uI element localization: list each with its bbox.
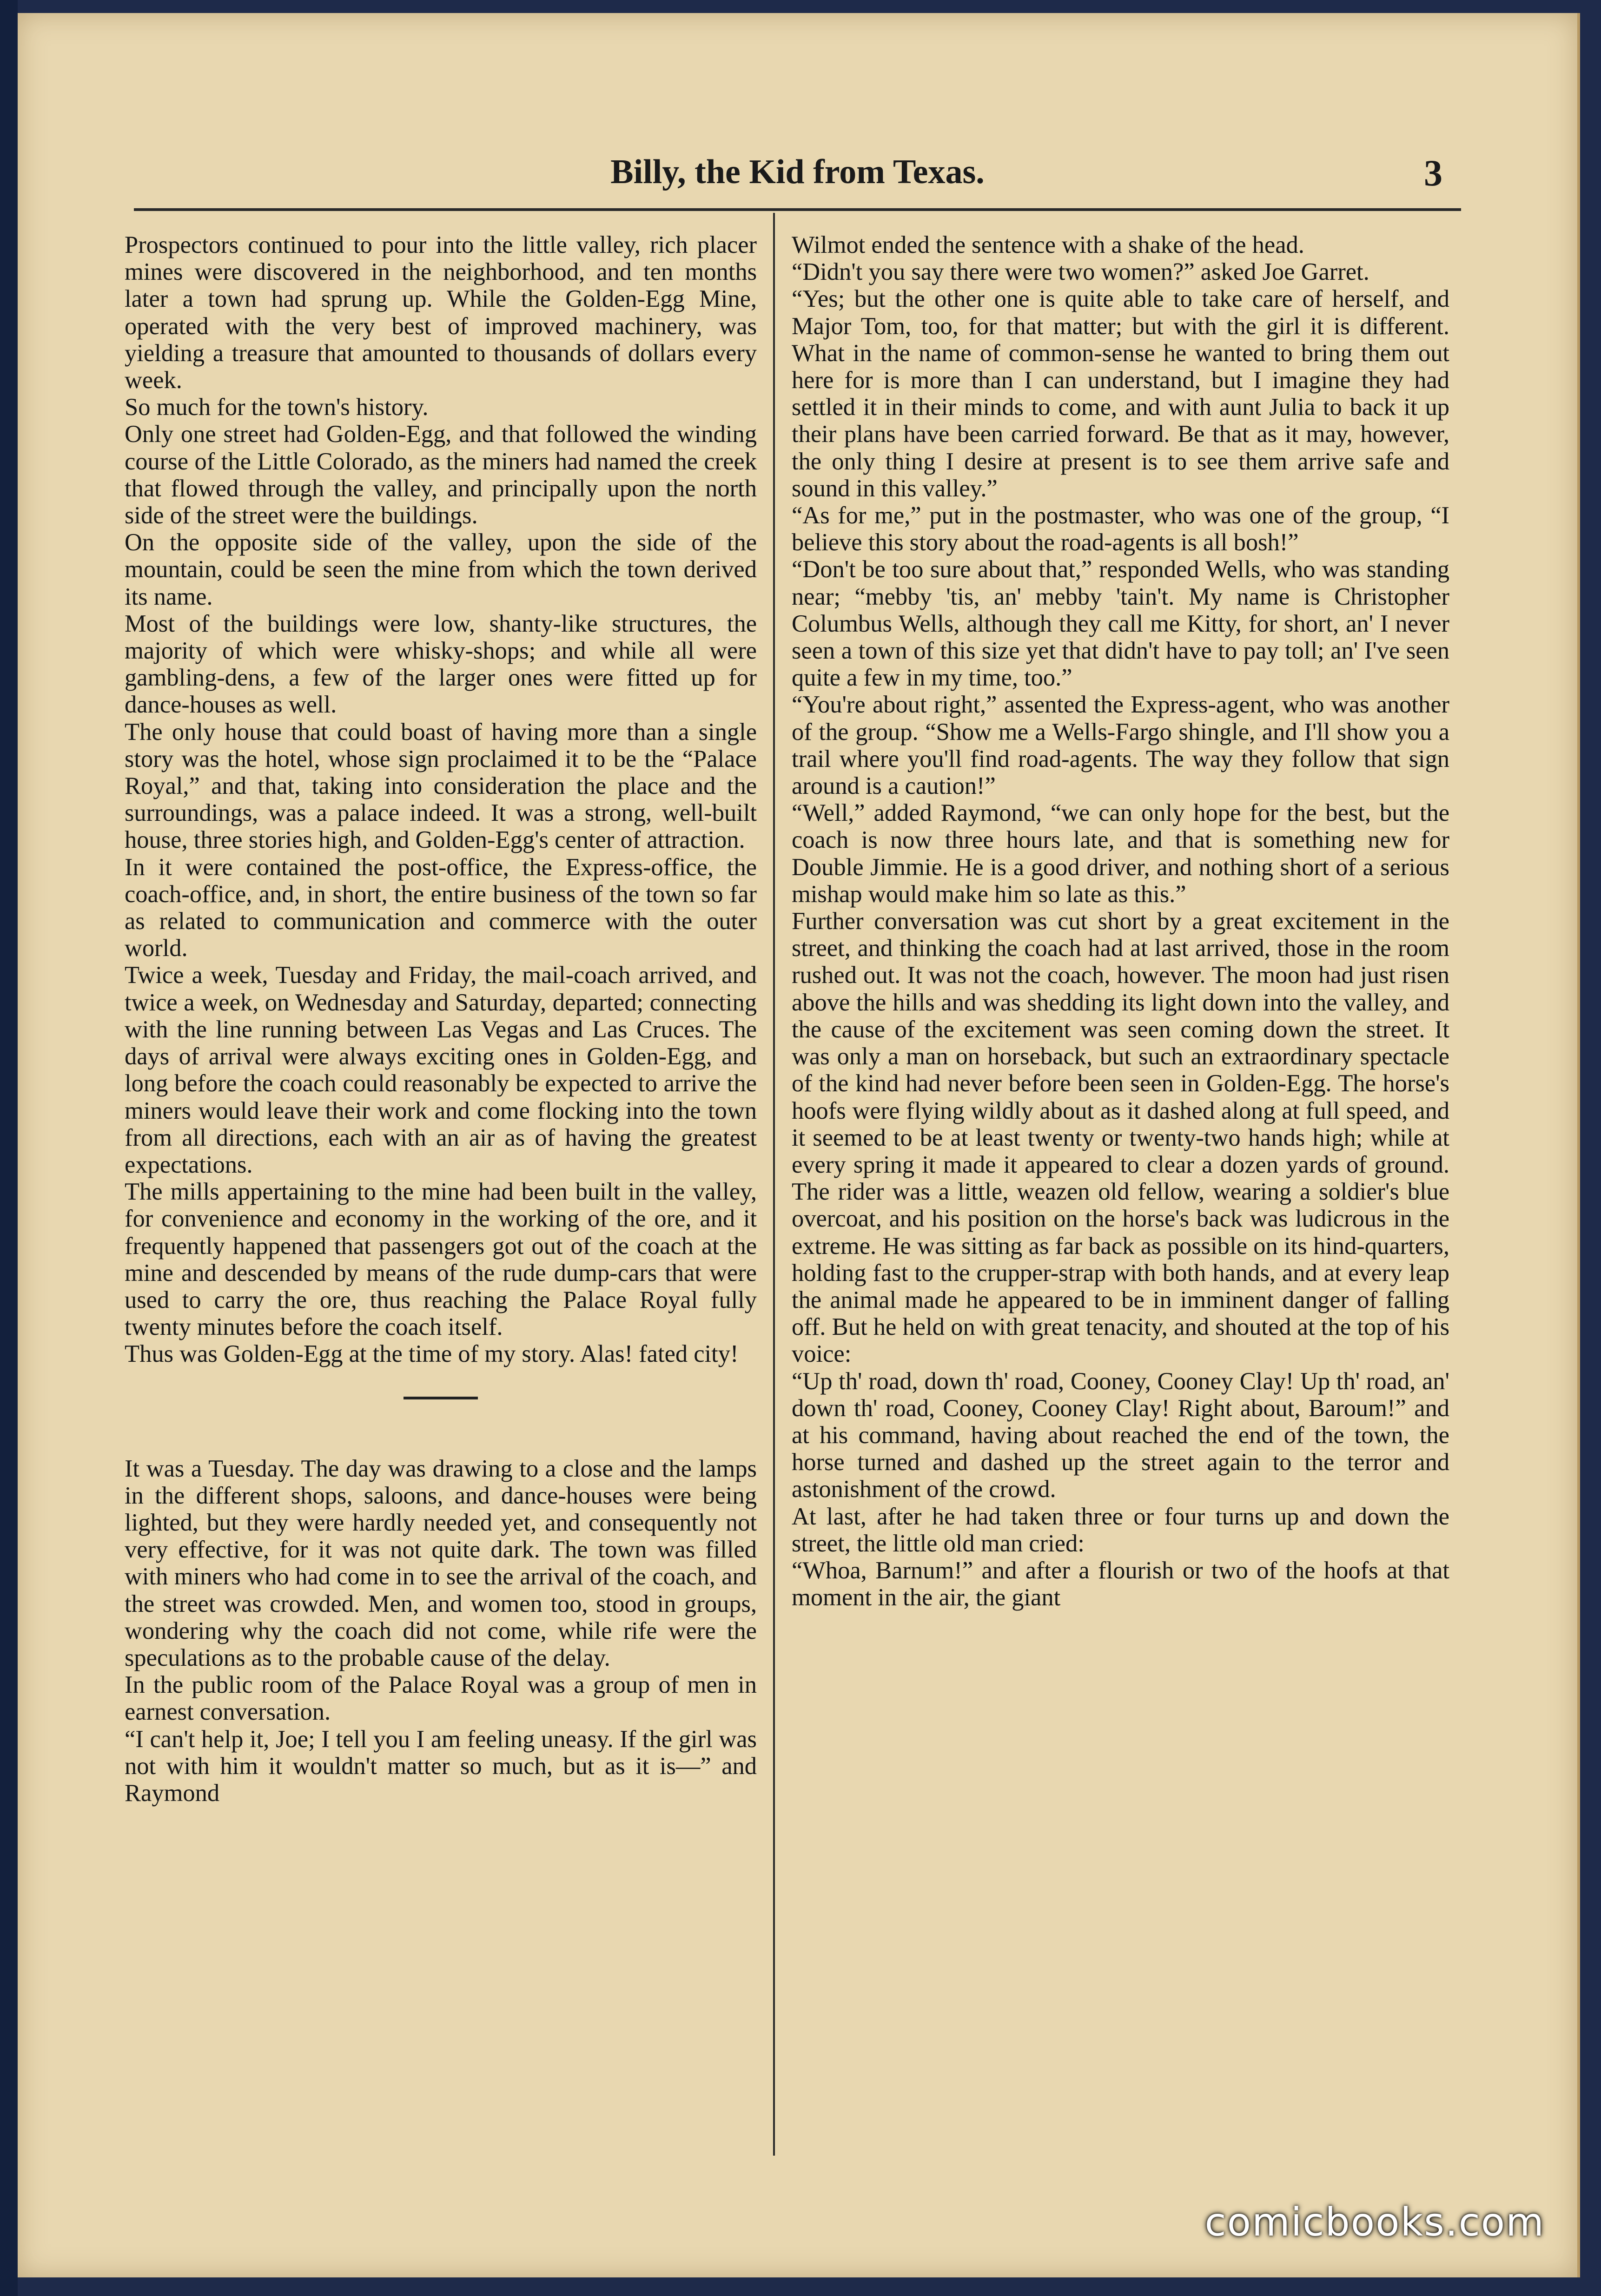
- paragraph: Wilmot ended the sentence with a shake of the head.: [792, 231, 1304, 258]
- paragraph: “You're about right,” assented the Express-agent, who was another of the group. “Show me a Wells-Fargo shingle, and I'll show you a trail where you'll find road-agents. The way they follow that sign around is a caution!”: [792, 691, 1449, 800]
- paragraph: In the public room of the Palace Royal was a group of men in earnest conversation.: [125, 1671, 757, 1726]
- paragraph: The only house that could boast of having more than a single story was the hotel, whose sign proclaimed it to be the “Palace Royal,” and that, taking into consideration the place and the surroundings, was a palace indeed. It was a strong, well-built house, three stories high, and Golden-Egg's center of attraction.: [125, 718, 757, 854]
- watermark: comicbooks.com: [1204, 2199, 1545, 2245]
- paragraph: Prospectors continued to pour into the little valley, rich placer mines were discovered in the neighborhood, and ten months later a town had sprung up. While the Golden-Egg Mine, operated with the very best of improved machinery, was yielding a treasure that amounted to thousands of dollars every week.: [125, 231, 757, 394]
- paragraph: So much for the town's history.: [125, 394, 429, 421]
- paragraph: “Don't be too sure about that,” responded Wells, who was standing near; “mebby 'tis, an' mebby 'tain't. My name is Christopher Columbus Wells, although they call me Kitty, for short, an' I never seen a town of this size yet that didn't have to pay toll; an' I've seen quite a few in my time, too.”: [792, 556, 1449, 692]
- paragraph: Twice a week, Tuesday and Friday, the mail-coach arrived, and twice a week, on Wednesday and Saturday, departed; connecting with the line running between Las Vegas and Las Cruces. The days of arrival were always exciting ones in Golden-Egg, and long before the coach could reasonably be expected to arrive the miners would leave their work and come flocking into the town from all directions, each with an air as of having the greatest expectations.: [125, 962, 757, 1178]
- right-column: [792, 231, 1449, 1611]
- column-divider: [773, 213, 775, 2156]
- paragraph: “Well,” added Raymond, “we can only hope for the best, but the coach is now three hours late, and that is something new for Double Jimmie. He is a good driver, and nothing short of a serious mishap would make him so late as this.”: [792, 799, 1449, 908]
- paragraph: The mills appertaining to the mine had been built in the valley, for convenience and economy in the working of the ore, and it frequently happened that passengers got out of the coach at the mine and descended by means of the rude dump-cars that were used to carry the ore, thus reaching the Palace Royal fully twenty minutes before the coach itself.: [125, 1178, 757, 1341]
- paragraph: Further conversation was cut short by a great excitement in the street, and thinking the coach had at last arrived, those in the room rushed out. It was not the coach, however. The moon had just risen above the hills and was shedding its light down into the valley, and the cause of the excitement was seen coming down the street. It was only a man on horseback, but such an extraordinary spectacle of the kind had never before been seen in Golden-Egg. The horse's hoofs were flying wildly about as it dashed along at full speed, and it seemed to be at least twenty or twenty-two hands high; while at every spring it made it appeared to clear a dozen yards of ground. The rider was a little, weazen old fellow, wearing a soldier's blue overcoat, and his position on the horse's back was ludicrous in the extreme. He was sitting as far back as possible on its hind-quarters, holding fast to the crupper-strap with both hands, and at every leap the animal made he appeared to be in imminent danger of falling off. But he held on with great tenacity, and shouted at the top of his voice:: [792, 908, 1449, 1368]
- page-number: 3: [1424, 153, 1442, 194]
- paragraph: “Up th' road, down th' road, Cooney, Cooney Clay! Up th' road, an' down th' road, Cooney, Cooney Clay! Right about, Baroum!” and at his command, having about reached the end of the town, the horse turned and dashed up the street again to the terror and astonishment of the crowd.: [792, 1367, 1449, 1503]
- paragraph: “I can't help it, Joe; I tell you I am feeling uneasy. If the girl was not with him it wouldn't matter so much, but as it is—” and Raymond: [125, 1725, 757, 1807]
- binding-edge: [0, 0, 18, 2296]
- paragraph: Only one street had Golden-Egg, and that followed the winding course of the Little Colorado, as the miners had named the creek that flowed through the valley, and principally upon the north side of the street were the buildings.: [125, 421, 757, 529]
- header-rule: [134, 208, 1461, 211]
- paragraph: At last, after he had taken three or four turns up and down the street, the little old man cried:: [792, 1503, 1449, 1557]
- page-sheet: [18, 13, 1580, 2277]
- paragraph: It was a Tuesday. The day was drawing to a close and the lamps in the different shops, saloons, and dance-houses were being lighted, but they were hardly needed yet, and consequently not very effective, for it was not quite dark. The town was filled with miners who had come in to see the arrival of the coach, and the street was crowded. Men, and women too, stood in groups, wondering why the coach did not come, while rife were the speculations as to the probable cause of the delay.: [125, 1455, 757, 1671]
- paragraph: “Whoa, Barnum!” and after a flourish or two of the hoofs at that moment in the air, the giant: [792, 1557, 1449, 1611]
- paragraph: Thus was Golden-Egg at the time of my story. Alas! fated city!: [125, 1340, 739, 1368]
- running-title: Billy, the Kid from Texas.: [610, 153, 985, 191]
- paragraph: “As for me,” put in the postmaster, who was one of the group, “I believe this story about the road-agents is all bosh!”: [792, 502, 1449, 556]
- page-header: [18, 152, 1577, 204]
- section-break-rule: [404, 1397, 478, 1399]
- paragraph: Most of the buildings were low, shanty-like structures, the majority of which were whisky-shops; and while all were gambling-dens, a few of the larger ones were fitted up for dance-houses as well.: [125, 610, 757, 719]
- paragraph: In it were contained the post-office, the Express-office, the coach-office, and, in short, the entire business of the town so far as related to communication and commerce with the outer world.: [125, 853, 757, 962]
- paragraph: “Yes; but the other one is quite able to take care of herself, and Major Tom, too, for that matter; but with the girl it is different. What in the name of common-sense he wanted to bring them out here for is more than I can understand, but I imagine they had settled it in their minds to come, and with aunt Julia to back it up their plans have been carried forward. Be that as it may, however, the only thing I desire at present is to see them arrive safe and sound in this valley.”: [792, 285, 1449, 502]
- paragraph: “Didn't you say there were two women?” asked Joe Garret.: [792, 258, 1369, 286]
- left-column: [125, 231, 757, 1807]
- paragraph: On the opposite side of the valley, upon the side of the mountain, could be seen the mine from which the town derived its name.: [125, 529, 757, 610]
